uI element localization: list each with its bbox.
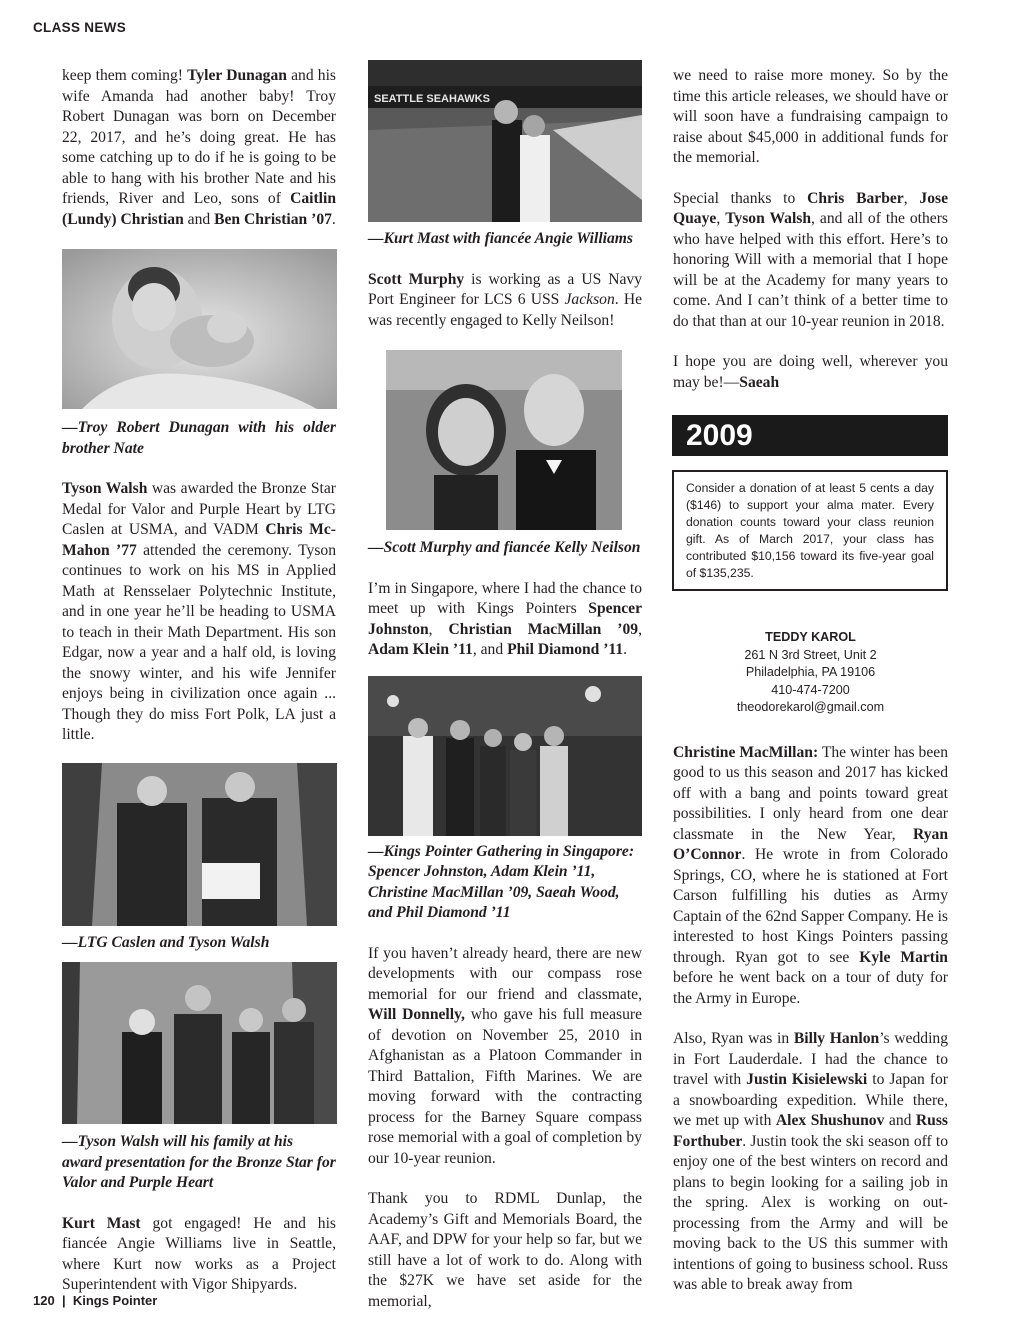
paragraph-mast: Kurt Mast got engaged! He and his fiancée Angie Williams live in Seattle, where Kurt now works as a Project Superintendent with Vigor Shipyards. xyxy=(62,1214,336,1293)
photo-dunagan-brothers xyxy=(62,249,337,409)
paragraph-japan: Also, Ryan was in Billy Hanlon’s wedding in Fort Lauderdale. I had the chance to travel with Justin Kisielewski to Japan for a snowboarding expedition. While there, we met up with Alex Shushunov and Russ Forthuber. Justin took the ski season off to enjoy one of the best winters on record and plans to begin looking for a sailing job in the spring. Alex is working on out-processing from the Army and will be moving back to the US this summer with intentions of going to business school. Russ was able to break away from xyxy=(673,1030,948,1293)
page-number: 120 xyxy=(33,1293,55,1308)
page-footer xyxy=(33,1293,157,1308)
paragraph-thanks: Thank you to RDML Dunlap, the Academy’s Gift and Memorials Board, the AAF, and DPW for your help so far, but we still have a lot of work to do. Along with the $27K we have set aside for the memorial, xyxy=(368,1190,642,1310)
photo-caslen-walsh xyxy=(62,763,337,926)
photo-singapore-gathering xyxy=(368,676,642,836)
contact-city: Philadelphia, PA 19106 xyxy=(745,665,876,679)
class-contact xyxy=(673,629,948,717)
caption-walsh-family: —Tyson Walsh will his family at his award presentation for the Bronze Star for Valor and Purple Heart xyxy=(62,1133,336,1191)
paragraph-fundraising: we need to raise more money. So by the time this article releases, we should have or will soon have a fundraising campaign to raise about $45,000 in additional funds for the memorial. xyxy=(673,67,948,166)
stadium-sign: SEATTLE SEAHAWKS xyxy=(374,93,490,105)
contact-email: theodorekarol@gmail.com xyxy=(736,700,885,714)
paragraph-donnelly: If you haven’t already heard, there are new developments with our compass rose memorial for our friend and classmate, Will Donnelly, who gave his full measure of devotion on November 25, 2010 in Afghanistan as a Platoon Commander in Third Battalion, Fifth Marines. We are moving forward with the contracting process for the Barney Square compass rose memorial with a goal of completion by our 10-year reunion. xyxy=(368,944,642,1167)
column-3 xyxy=(673,66,948,1296)
donation-box: Consider a donation of at least 5 cents a day ($146) to support your alma mater. Every donation counts toward your class reunion gift. As of March 2017, your class has contributed $10,156 toward its five-year goal of $135,235. xyxy=(672,470,948,591)
class-year-banner: 2009 xyxy=(672,415,948,456)
contact-street: 261 N 3rd Street, Unit 2 xyxy=(744,647,877,662)
contact-name: TEDDY KAROL xyxy=(765,630,856,644)
paragraph-signoff: I hope you are doing well, wherever you may be!—Saeah xyxy=(673,353,948,391)
caption-murphy-neilson: —Scott Murphy and fiancée Kelly Neilson xyxy=(368,539,641,556)
section-label: CLASS NEWS xyxy=(33,20,127,35)
contact-phone: 410-474-7200 xyxy=(771,682,850,697)
footer-separator: | xyxy=(61,1293,66,1308)
publication-name: Kings Pointer xyxy=(72,1293,158,1308)
column-2 xyxy=(368,60,642,1312)
photo-walsh-family xyxy=(62,962,337,1124)
paragraph-singapore: I’m in Singapore, where I had the chance to meet up with Kings Pointers Spencer Johnston, Christian MacMillan ’09, Adam Klein ’11, and Phil Diamond ’11. xyxy=(368,579,642,658)
photo-murphy-neilson xyxy=(386,350,622,530)
paragraph-dunagan: keep them coming! Tyler Dunagan and his wife Amanda had another baby! Troy Robert Dunagan was born on December 22, 2017, and he’s doing great. He has some catching up to do if he is going to be able to hang with his brother Nate and his friends, River and Leo, sons of Caitlin (Lundy) Christian and Ben Christian ’07. xyxy=(62,67,336,228)
caption-caslen-walsh: —LTG Caslen and Tyson Walsh xyxy=(62,933,270,951)
caption-dunagan: —Troy Robert Dunagan with his older brother Nate xyxy=(62,419,336,457)
photo-mast-williams xyxy=(368,60,642,222)
paragraph-macmillan: Christine MacMillan: The winter has been good to us this season and 2017 has kicked off with a bang and points toward great possibilities. I only heard from one dear classmate in the New Year, Ryan O’Connor. He wrote in from Colorado Springs, CO, where he is stationed at Fort Carson fulfilling his duties as Army Captain of the 62nd Sapper Company. He is interested to host Kings Pointers passing through. Ryan got to see Kyle Martin before he went back on a tour of duty for the Army in Europe. xyxy=(673,743,948,1007)
paragraph-murphy: Scott Murphy is working as a US Navy Port Engineer for LCS 6 USS Jackson. He was recently engaged to Kelly Neilson! xyxy=(368,270,643,329)
caption-mast-williams: —Kurt Mast with fiancée Angie Williams xyxy=(368,230,633,247)
column-1 xyxy=(62,66,336,1296)
paragraph-walsh: Tyson Walsh was awarded the Bronze Star Medal for Valor and Purple Heart by LTG Caslen at USMA, and VADM Chris Mc-Mahon ’77 attended the ceremony. Tyson continues to work on his MS in Applied Math at Rensselaer Polytechnic Institute, and in one year he’ll be heading to USMA to teach in their Math Department. His son Edgar, now a year and a half old, is loving the snowy winter, and his wife Jennifer enjoys being in civilization once again ... Though they do miss Fort Polk, LA just a little. xyxy=(62,480,336,743)
caption-singapore: —Kings Pointer Gathering in Singapore: Spencer Johnston, Adam Klein ’11, Christine MacMillan ’09, Saeah Wood, and Phil Diamond ’11 xyxy=(368,842,635,921)
paragraph-special-thanks: Special thanks to Chris Barber, Jose Quaye, Tyson Walsh, and all of the others who have helped with this effort. Here’s to honoring Will with a memorial that I hope will be at the Academy for many years to come. And I can’t think of a better time to do that than at our 10-year reunion in 2018. xyxy=(673,189,948,330)
